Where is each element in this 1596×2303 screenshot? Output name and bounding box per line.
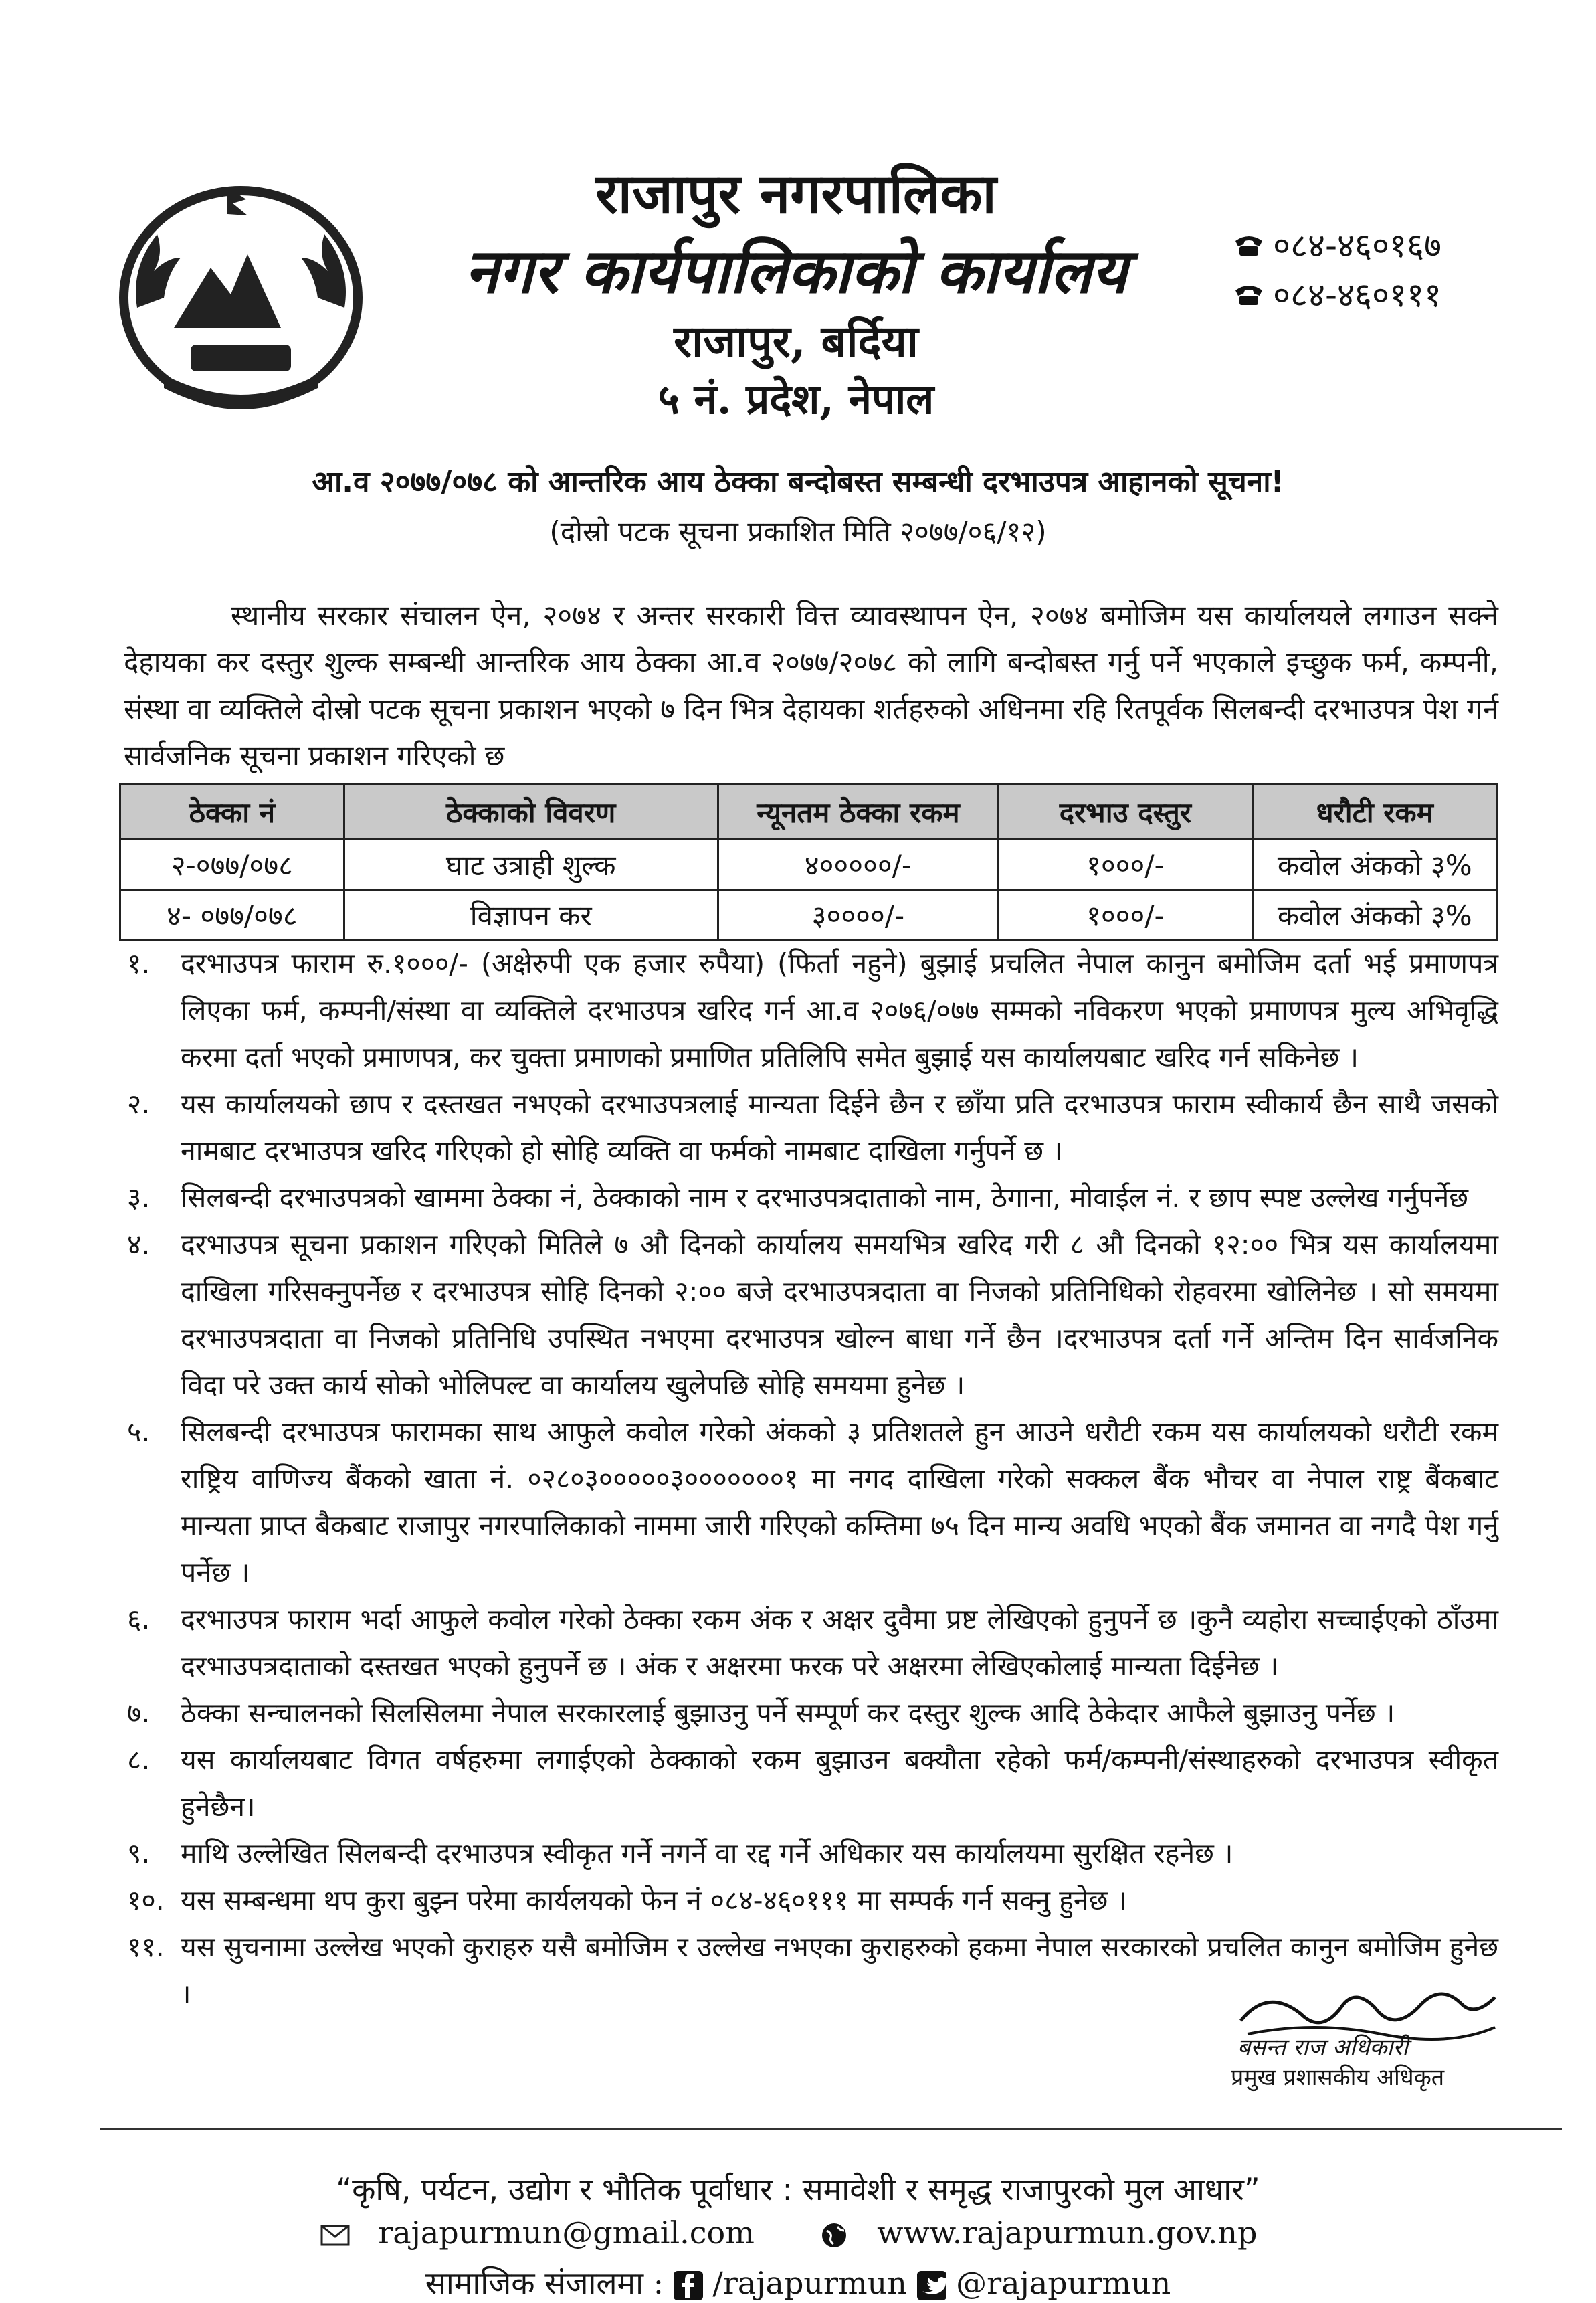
term-number: ११. (127, 1931, 165, 1963)
column-header: न्यूनतम ठेक्का रकम (718, 784, 998, 840)
term-number: ४. (127, 1228, 151, 1261)
term-text: दरभाउपत्र सूचना प्रकाशन गरिएको मितिले ७ औ दिनको कार्यालय समयभित्र खरिद गरी ८ औ दिनको १२:०० भित्र यस कार्यालयमा दाखिला गरिसक्नुपर्नेछ र दरभाउपत्र सोहि दिनको २:०० बजे दरभाउपत्रदाता वा निजको प्रतिनिधिको रोहवरमा खोलिनेछ । सो समयमा दरभाउपत्रदाता वा निजको प्रतिनिधि उपस्थित नभएमा दरभाउपत्र खोल्न बाधा गर्ने छैन ।दरभाउपत्र दर्ता गर्ने अन्तिम दिन सार्वजनिक विदा परे उक्त कार्य सोको भोलिपल्ट वा कार्यालय खुलेपछि सोहि समयमा हुनेछ । (181, 1228, 1498, 1401)
footer-contacts (0, 2215, 1596, 2251)
notice-intro: स्थानीय सरकार संचालन ऐन, २०७४ र अन्तर सरकारी वित्त व्यावस्थापन ऐन, २०७४ बमोजिम यस कार्यालयले लगाउन सक्ने देहायका कर दस्तुर शुल्क सम्बन्धी आन्तरिक आय ठेक्का आ.व २०७७/२०७८ को लागि बन्दोबस्त गर्नु पर्ने भएकाले इच्छुक फर्म, कम्पनी, संस्था वा व्यक्तिले दोस्रो पटक सूचना प्रकाशन भएको ७ दिन भित्र देहायका शर्तहरुको अधिनमा रहि रितपूर्वक सिलबन्दी दरभाउपत्र पेश गर्न सार्वजनिक सूचना प्रकाशन गरिएको छ (124, 599, 1498, 772)
facebook-icon (674, 2271, 703, 2300)
table-cell: कवोल अंकको ३% (1252, 890, 1497, 940)
term-text: यस कार्यालयको छाप र दस्तखत नभएको दरभाउपत्रलाई मान्यता दिईने छैन र छाँया प्रति दरभाउपत्र फाराम स्वीकार्य छैन साथै जसको नामबाट दरभाउपत्र खरिद गरिएको हो सोहि व्यक्ति वा फर्मको नामबाट दाखिला गर्नुपर्ने छ । (181, 1088, 1498, 1167)
table-cell: घाट उत्राही शुल्क (344, 840, 718, 890)
social-label: सामाजिक संजालमा : (425, 2265, 664, 2301)
column-header: ठेक्का नं (120, 784, 344, 840)
email-address: rajapurmun@gmail.com (378, 2215, 755, 2251)
term-number: ८. (127, 1744, 151, 1776)
term-text: यस कार्यालयबाट विगत वर्षहरुमा लगाईएको ठेक्काको रकम बुझाउन बक्यौता रहेको फर्म/कम्पनी/संस्थाहरुको दरभाउपत्र स्वीकृत हुनेछैन। (181, 1744, 1498, 1823)
column-header: दरभाउ दस्तुर (999, 784, 1252, 840)
facebook-link[interactable] (674, 2265, 917, 2301)
term-item (127, 1221, 1498, 1408)
office-address: राजापुर, बर्दिया (674, 315, 918, 367)
twitter-icon (917, 2271, 946, 2300)
column-header: ठेक्काको विवरण (344, 784, 718, 840)
term-text: ठेक्का सन्चालनको सिलसिलमा नेपाल सरकारलाई बुझाउनु पर्ने सम्पूर्ण कर दस्तुर शुल्क आदि ठेकेदार आफैले बुझाउनु पर्नेछ । (181, 1697, 1395, 1729)
website-contact[interactable] (820, 2215, 1276, 2251)
table-cell: ४- ०७७/०७८ (120, 890, 344, 940)
term-text: सिलबन्दी दरभाउपत्रको खाममा ठेक्का नं, ठेक्काको नाम र दरभाउपत्रदाताको नाम, ठेगाना, मोवाईल नं. र छाप स्पष्ट उल्लेख गर्नुपर्नेछ (181, 1182, 1469, 1214)
signatory-name: बसन्त राज अधिकारी (1237, 2034, 1409, 2061)
footer-divider (100, 2128, 1562, 2130)
table-cell: ४०००००/- (718, 840, 998, 890)
term-text: दरभाउपत्र फाराम रु.१०००/- (अक्षेरुपी एक हजार रुपैया) (फिर्ता नहुने) बुझाई प्रचलित नेपाल कानुन बमोजिम दर्ता भई प्रमाणपत्र लिएका फर्म, कम्पनी/संस्था वा व्यक्तिले दरभाउपत्र खरिद गर्न आ.व २०७६/०७७ सम्मको नविकरण भएको प्रमाणपत्र मुल्य अभिवृद्धि करमा दर्ता भएको प्रमाणपत्र, कर चुक्ता प्रमाणको प्रमाणित प्रतिलिपि समेत बुझाई यस कार्यालयबाट खरिद गर्न सकिनेछ । (181, 947, 1498, 1073)
province-line: ५ नं. प्रदेश, नेपाल (658, 375, 934, 424)
term-number: १०. (127, 1884, 165, 1916)
terms-list (127, 940, 1498, 2017)
nepal-emblem-icon (110, 174, 371, 415)
phone-number-1: ०८४-४६०१६७ (1273, 226, 1442, 265)
term-item (127, 1689, 1498, 1736)
term-item (127, 1081, 1498, 1174)
envelope-icon (320, 2225, 350, 2246)
term-number: ७. (127, 1697, 151, 1729)
table-cell: विज्ञापन कर (344, 890, 718, 940)
term-item (127, 1830, 1498, 1877)
twitter-link[interactable] (917, 2265, 1171, 2301)
footer-social (0, 2262, 1596, 2303)
table-cell: २-०७७/०७८ (120, 840, 344, 890)
term-item (127, 1408, 1498, 1596)
twitter-handle: @rajapurmun (956, 2265, 1171, 2301)
term-item (127, 1174, 1498, 1221)
term-item (127, 1736, 1498, 1830)
column-header: धरौटी रकम (1252, 784, 1497, 840)
table-row (120, 840, 1498, 890)
globe-icon (820, 2221, 848, 2249)
term-text: यस सम्बन्धमा थप कुरा बुझ्न परेमा कार्यलयको फेन नं ०८४-४६०१११ मा सम्पर्क गर्न सक्नु हुनेछ । (181, 1884, 1127, 1916)
term-item (127, 940, 1498, 1081)
phone-numbers (1234, 221, 1441, 320)
phone-line (1234, 270, 1441, 320)
facebook-handle: /rajapurmun (712, 2265, 907, 2301)
term-text: यस सुचनामा उल्लेख भएको कुराहरु यसै बमोजिम र उल्लेख नभएका कुराहरुको हकमा नेपाल सरकारको प्रचलित कानुन बमोजिम हुनेछ । (181, 1931, 1498, 2010)
notice-subtitle: (दोस्रो पटक सूचना प्रकाशित मिति २०७७/०६/१२) (549, 515, 1047, 548)
term-text: दरभाउपत्र फाराम भर्दा आफुले कवोल गरेको ठेक्का रकम अंक र अक्षर दुवैमा प्रष्ट लेखिएको हुनुपर्ने छ ।कुनै व्यहोरा सच्चाईएको ठाँउमा दरभाउपत्रदाताको दस्तखत भएको हुनुपर्ने छ । अंक र अक्षरमा फरक परे अक्षरमा लेखिएकोलाई मान्यता दिईनेछ । (181, 1603, 1498, 1682)
term-number: २. (127, 1088, 151, 1120)
table-header-row (120, 784, 1498, 840)
footer-motto: “कृषि, पर्यटन, उद्योग र भौतिक पूर्वाधार : समावेशी र समृद्ध राजापुरको मुल आधार” (336, 2171, 1260, 2207)
telephone-icon (1234, 284, 1264, 306)
table-cell: ३००००/- (718, 890, 998, 940)
municipality-name: राजापुर नगरपालिका (595, 162, 997, 226)
telephone-icon (1234, 234, 1264, 257)
office-name: नगर कार्यपालिकाको कार्यालय (464, 235, 1128, 307)
website-url: www.rajapurmun.gov.np (877, 2215, 1258, 2251)
contract-table (119, 783, 1498, 941)
table-cell: १०००/- (999, 840, 1252, 890)
term-number: ९. (127, 1837, 151, 1869)
term-text: सिलबन्दी दरभाउपत्र फारामका साथ आफुले कवोल गरेको अंकको ३ प्रतिशतले हुन आउने धरौटी रकम यस कार्यालयको धरौटी रकम राष्ट्रिय वाणिज्य बैंकको खाता नं. ०२८०३०००००३०००००००१ मा नगद दाखिला गरेको सक्कल बैंक भौचर वा नेपाल राष्ट्र बैंकबाट मान्यता प्राप्त बैकबाट राजापुर नगरपालिकाको नाममा जारी गरिएको कम्तिमा ७५ दिन मान्य अवधि भएको बैंक जमानत वा नगदै पेश गर्नु पर्नेछ । (181, 1416, 1498, 1588)
term-number: १. (127, 947, 151, 980)
term-number: ३. (127, 1182, 151, 1214)
table-cell: १०००/- (999, 890, 1252, 940)
table-cell: कवोल अंकको ३% (1252, 840, 1497, 890)
term-item (127, 1596, 1498, 1689)
letterhead (395, 157, 1197, 428)
signatory-title: प्रमुख प्रशासकीय अधिकृत (1231, 2064, 1445, 2091)
phone-line (1234, 221, 1441, 270)
term-text: माथि उल्लेखित सिलबन्दी दरभाउपत्र स्वीकृत गर्ने नगर्ने वा रद्द गर्ने अधिकार यस कार्यालयमा सुरक्षित रहनेछ । (181, 1837, 1233, 1869)
term-item (127, 1877, 1498, 1924)
email-contact[interactable] (320, 2215, 783, 2251)
term-number: ५. (127, 1416, 151, 1448)
term-number: ६. (127, 1603, 151, 1635)
notice-title: आ.व २०७७/०७८ को आन्तरिक आय ठेक्का बन्दोबस्त सम्बन्धी दरभाउपत्र आहानको सूचना! (312, 465, 1284, 499)
phone-number-2: ०८४-४६०१११ (1273, 276, 1442, 314)
table-row (120, 890, 1498, 940)
